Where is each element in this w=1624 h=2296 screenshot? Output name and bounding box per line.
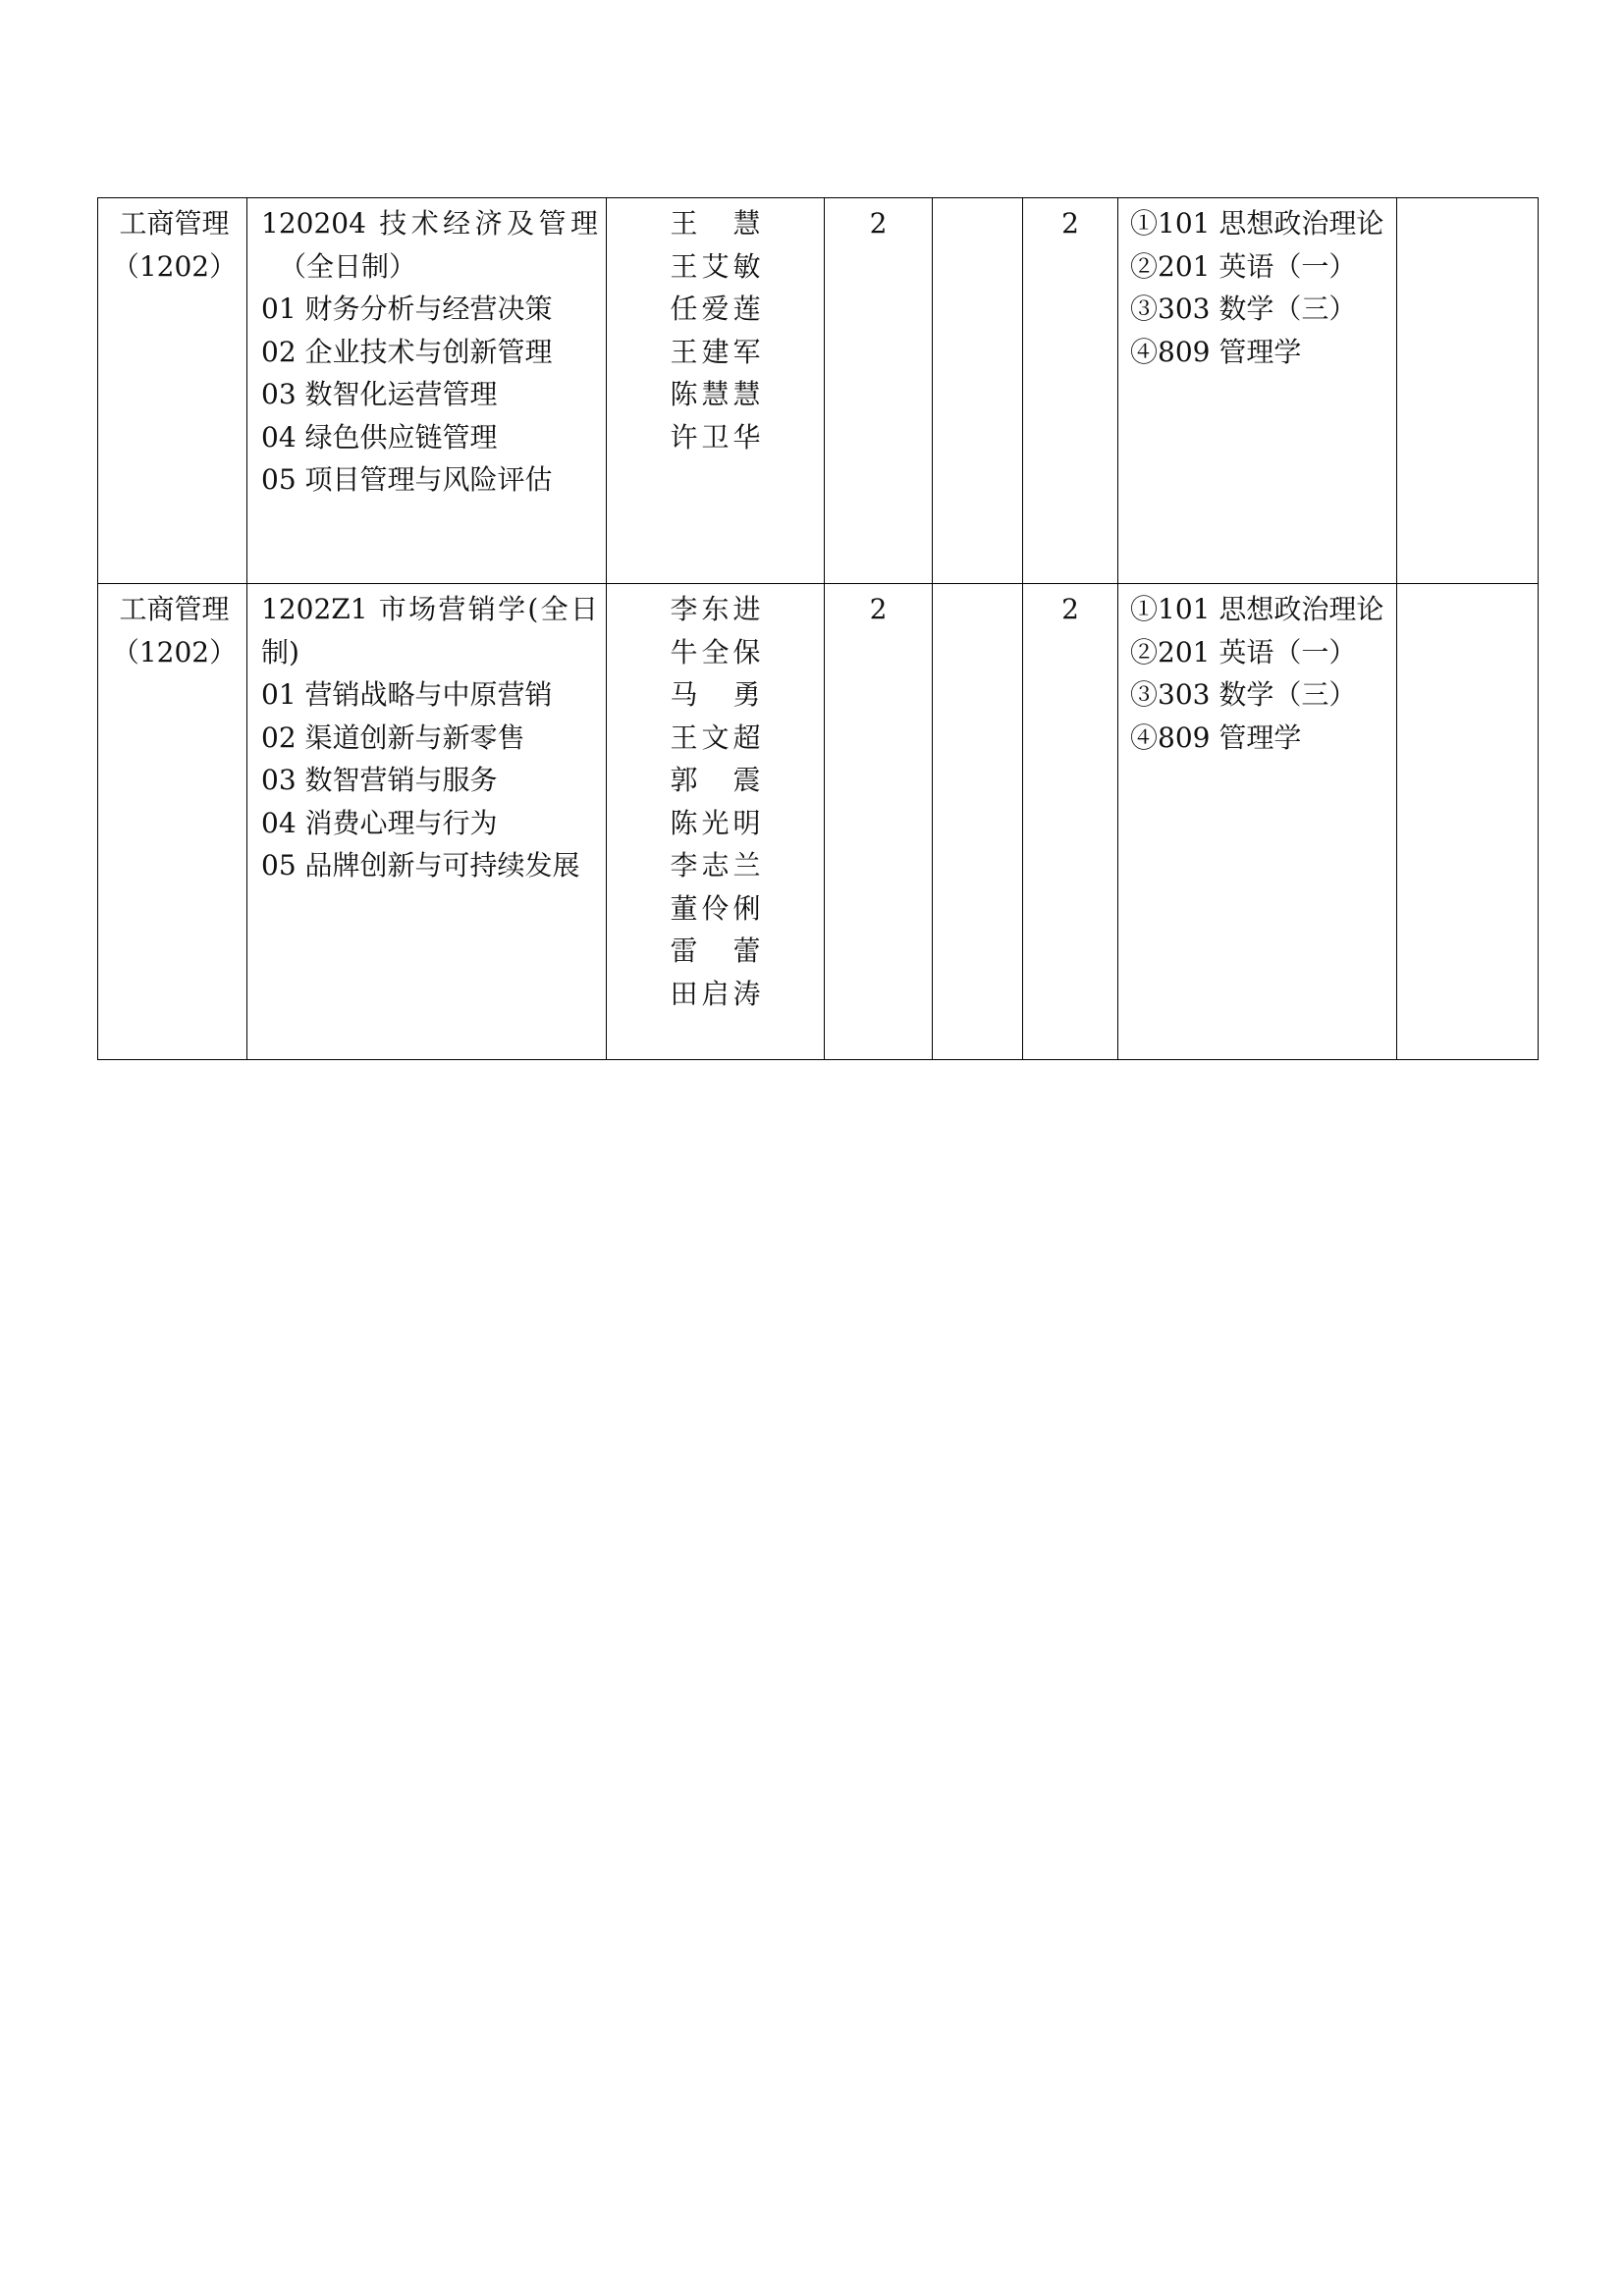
table-row xyxy=(98,198,1539,584)
exam-subjects-cell xyxy=(1118,584,1397,1060)
supervisors-cell xyxy=(607,198,825,584)
supervisor-name: 雷 蕾 xyxy=(670,934,761,967)
supervisor-name: 王 慧 xyxy=(670,207,761,240)
quota-value-2: 2 xyxy=(1061,593,1079,625)
supervisor-name: 李东进 xyxy=(670,593,761,625)
major-name: 工商管理 xyxy=(119,593,230,625)
direction-item: 05 项目管理与风险评估 xyxy=(261,463,553,496)
exam-subject: ①101 思想政治理论 xyxy=(1130,593,1384,625)
supervisor-name: 李志兰 xyxy=(670,849,761,881)
direction-item: 01 营销战略与中原营销 xyxy=(261,678,553,711)
supervisor-name: 王艾敏 xyxy=(670,249,761,283)
supervisor-name: 王建军 xyxy=(670,335,761,368)
research-direction-cell xyxy=(247,584,607,1060)
quota-cell xyxy=(825,584,933,1060)
quota-value: 2 xyxy=(869,593,888,625)
direction-item: 03 数智化运营管理 xyxy=(261,378,498,410)
direction-item: 02 企业技术与创新管理 xyxy=(261,335,553,368)
notes-cell xyxy=(1397,584,1539,1060)
supervisor-name: 陈慧慧 xyxy=(670,378,761,410)
direction-item: 03 数智营销与服务 xyxy=(261,764,498,796)
exam-subjects-cell xyxy=(1118,198,1397,584)
quota-cell-2 xyxy=(1023,198,1118,584)
supervisor-name: 田启涛 xyxy=(670,977,761,1010)
table-row xyxy=(98,584,1539,1060)
supervisor-name: 任爱莲 xyxy=(670,293,761,325)
supervisor-name: 郭 震 xyxy=(670,764,761,796)
research-direction-cell xyxy=(247,198,607,584)
program-title-cont: （全日制） xyxy=(279,249,417,283)
direction-item: 04 绿色供应链管理 xyxy=(261,420,498,454)
quota-value-2: 2 xyxy=(1061,207,1079,240)
program-title: 120204 技术经济及管理 xyxy=(261,207,598,240)
exam-subject: ③303 数学（三） xyxy=(1130,678,1357,711)
quota-cell-2 xyxy=(1023,584,1118,1060)
quota-value: 2 xyxy=(869,207,888,240)
major-cell xyxy=(98,198,247,584)
supervisor-name: 马 勇 xyxy=(670,678,761,711)
empty-cell xyxy=(933,584,1023,1060)
empty-cell xyxy=(933,198,1023,584)
supervisors-cell xyxy=(607,584,825,1060)
supervisor-name: 董伶俐 xyxy=(670,891,761,925)
exam-subject: ③303 数学（三） xyxy=(1130,293,1357,325)
direction-item: 05 品牌创新与可持续发展 xyxy=(261,849,580,881)
notes-cell xyxy=(1397,198,1539,584)
supervisor-name: 许卫华 xyxy=(670,420,761,454)
exam-subject: ②201 英语（一） xyxy=(1130,249,1357,283)
major-code: （1202） xyxy=(111,635,238,668)
direction-item: 02 渠道创新与新零售 xyxy=(261,721,525,754)
program-title: 1202Z1 市场营销学(全日 xyxy=(261,593,598,625)
supervisor-name: 王文超 xyxy=(670,721,761,754)
exam-subject: ②201 英语（一） xyxy=(1130,635,1357,668)
admissions-table xyxy=(97,197,1539,1060)
major-code: （1202） xyxy=(111,249,238,283)
quota-cell xyxy=(825,198,933,584)
major-cell xyxy=(98,584,247,1060)
major-name: 工商管理 xyxy=(119,207,230,240)
exam-subject: ④809 管理学 xyxy=(1130,721,1302,754)
direction-item: 04 消费心理与行为 xyxy=(261,806,498,839)
supervisor-name: 陈光明 xyxy=(670,806,761,839)
direction-item: 01 财务分析与经营决策 xyxy=(261,293,553,325)
program-title-cont: 制) xyxy=(261,635,299,668)
supervisor-name: 牛全保 xyxy=(670,635,761,668)
exam-subject: ④809 管理学 xyxy=(1130,335,1302,368)
exam-subject: ①101 思想政治理论 xyxy=(1130,207,1384,240)
